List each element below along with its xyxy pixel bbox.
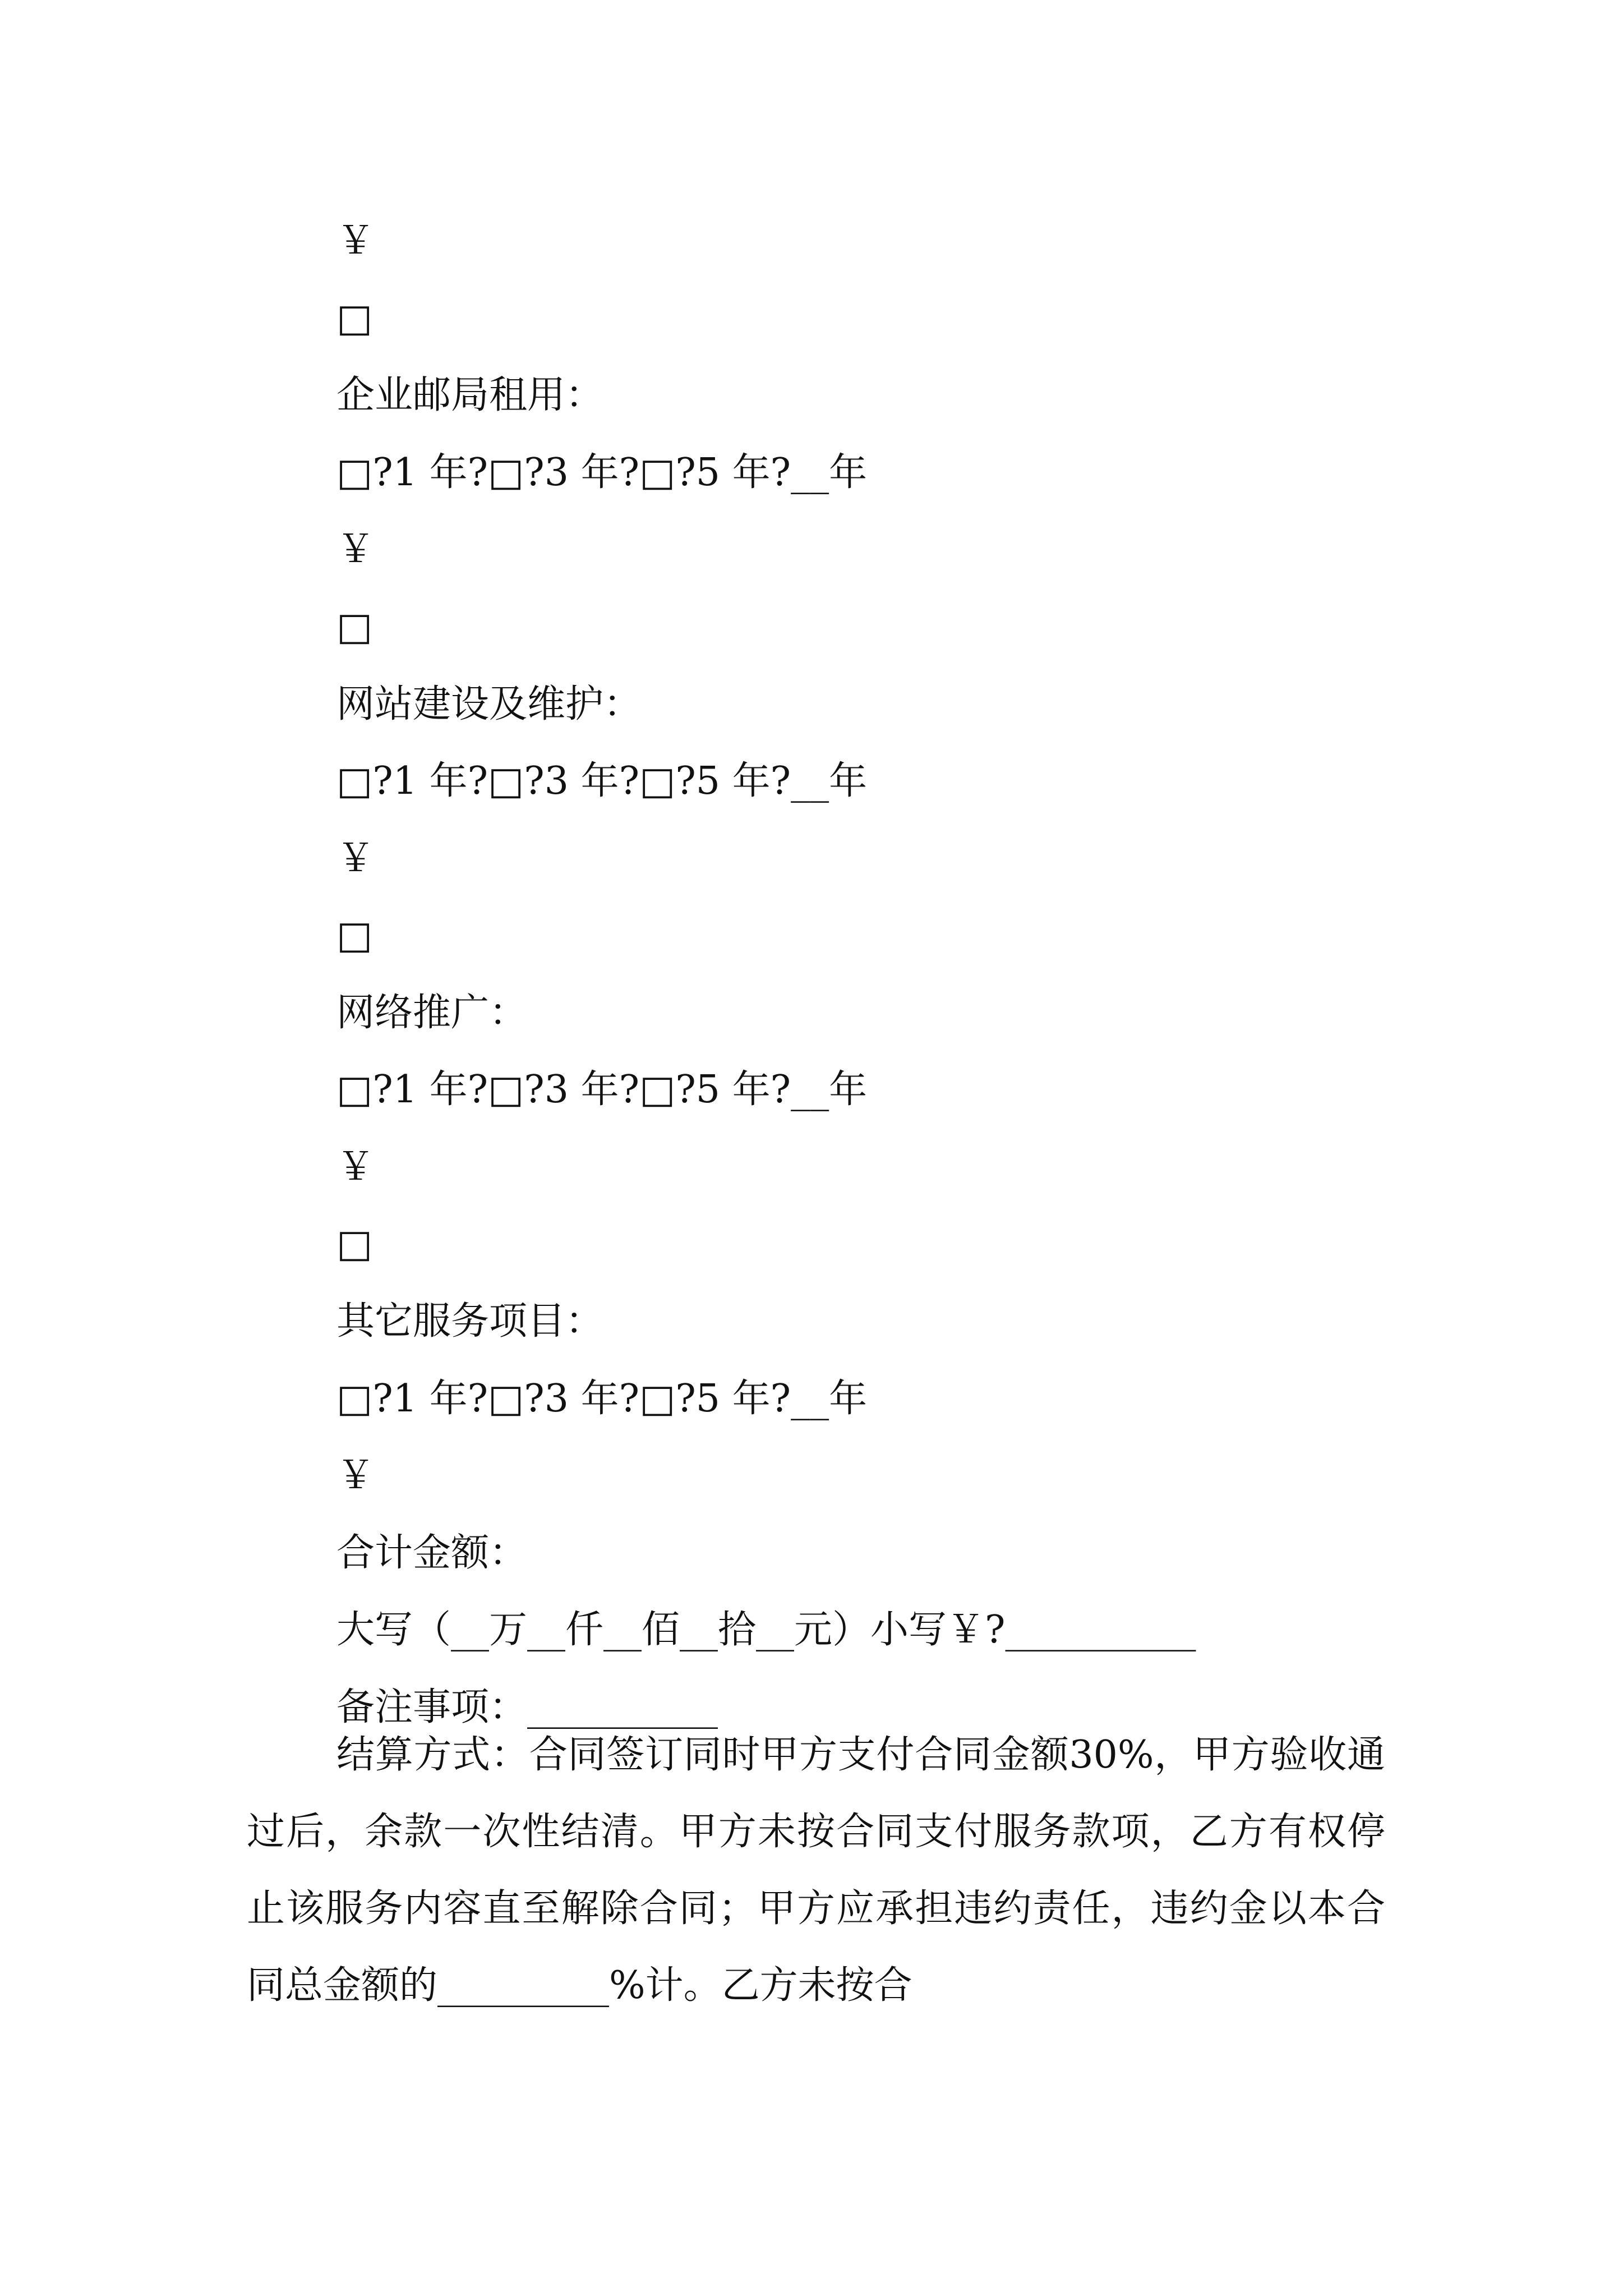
item-label-other-services: 其它服务项目： [336, 1299, 604, 1343]
term-options: □?1 年?□?3 年?□?5 年?__年 [336, 450, 868, 495]
amount-in-words: 大写（__万__仟__佰__拾__元）小写￥?__________ [336, 1608, 1196, 1652]
item-label-enterprise-mail: 企业邮局租用： [336, 373, 604, 417]
checkbox-mark: □ [336, 296, 373, 341]
currency-symbol: ￥ [336, 219, 375, 263]
remarks-line: 备注事项：__________ [336, 1685, 718, 1729]
term-options: □?1 年?□?3 年?□?5 年?__年 [336, 1377, 868, 1421]
total-amount-label: 合计金额： [336, 1531, 528, 1575]
currency-symbol: ￥ [336, 527, 375, 572]
settlement-paragraph: 结算方式：合同签订同时甲方支付合同金额30%，甲方验收通过后，余款一次性结清。甲方未按合同支付服务款项，乙方有权停止该服务内容直至解除合同；甲方应承担违约责任，违约金以本合同总金额的_________%计。乙方未按合 [247, 1733, 1385, 2008]
currency-symbol: ￥ [336, 836, 375, 881]
currency-symbol: ￥ [336, 1453, 375, 1498]
checkbox-mark: □ [336, 1222, 373, 1266]
checkbox-mark: □ [336, 605, 373, 649]
currency-symbol: ￥ [336, 1145, 375, 1189]
term-options: □?1 年?□?3 年?□?5 年?__年 [336, 1068, 868, 1112]
item-label-website-build: 网站建设及维护： [336, 682, 642, 726]
checkbox-mark: □ [336, 913, 373, 958]
item-label-net-promotion: 网络推广： [336, 991, 528, 1035]
term-options: □?1 年?□?3 年?□?5 年?__年 [336, 759, 868, 803]
